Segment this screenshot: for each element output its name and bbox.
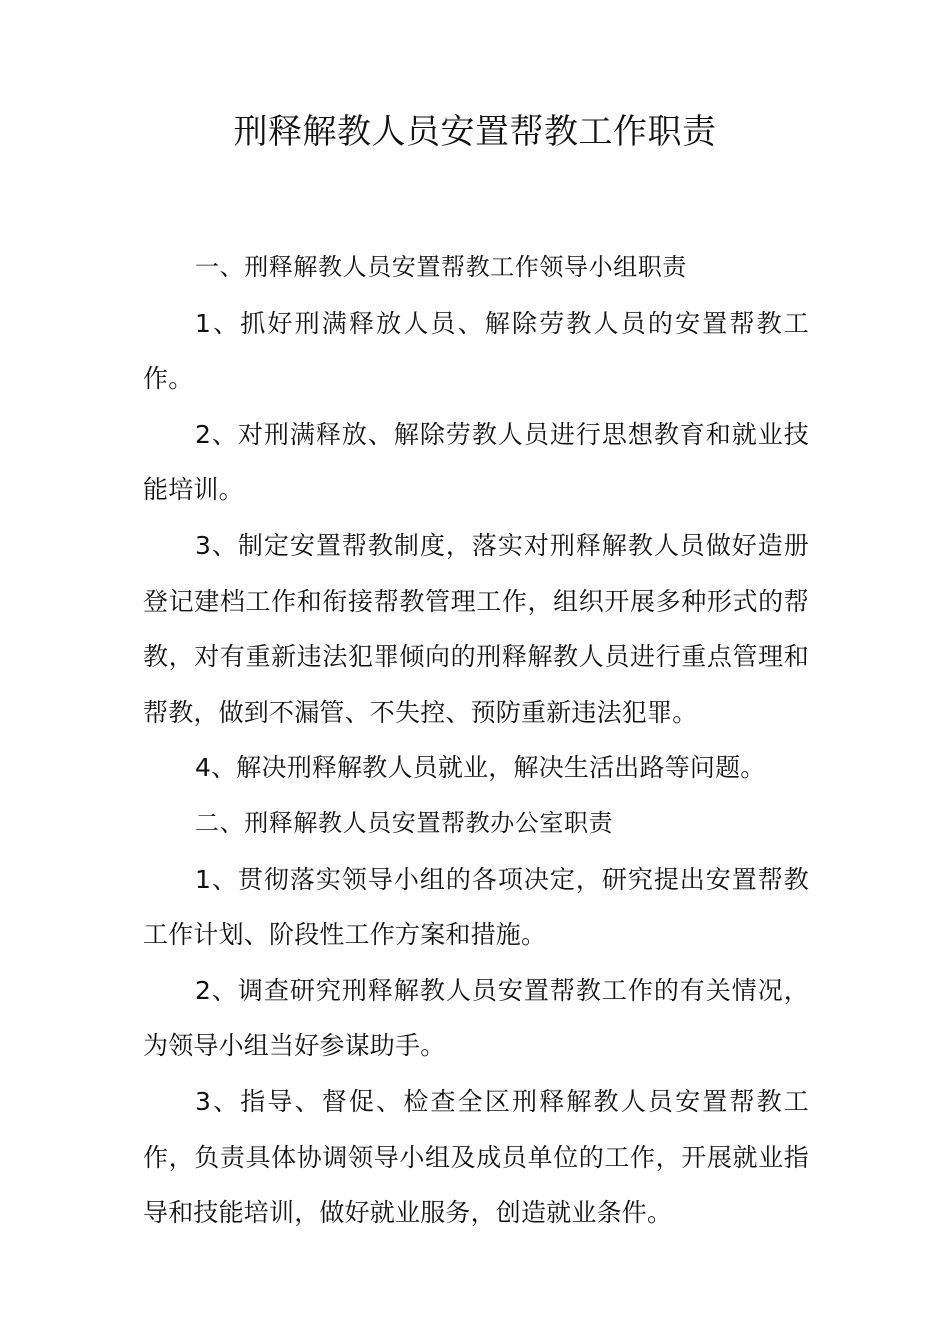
paragraph: 3、制定安置帮教制度，落实对刑释解教人员做好造册登记建档工作和衔接帮教管理工作，组织开展多种形式的帮教，对有重新违法犯罪倾向的刑释解教人员进行重点管理和帮教，做到不漏管、不失控、预防重新违法犯罪。 (143, 530, 809, 727)
paragraph: 1、抓好刑满释放人员、解除劳教人员的安置帮教工作。 (143, 308, 809, 394)
paragraph: 3、指导、督促、检查全区刑释解教人员安置帮教工作，负责具体协调领导小组及成员单位的工作，开展就业指导和技能培训，做好就业服务，创造就业条件。 (143, 1086, 809, 1228)
paragraph: 2、对刑满释放、解除劳教人员进行思想教育和就业技能培训。 (143, 419, 809, 505)
paragraph: 2、调查研究刑释解教人员安置帮教工作的有关情况，为领导小组当好参谋助手。 (143, 975, 809, 1061)
section-heading: 二、刑释解教人员安置帮教办公室职责 (195, 808, 614, 837)
document-title: 刑释解教人员安置帮教工作职责 (233, 112, 717, 152)
paragraph: 1、贯彻落实领导小组的各项决定，研究提出安置帮教工作计划、阶段性工作方案和措施。 (143, 864, 809, 950)
section-heading: 一、刑释解教人员安置帮教工作领导小组职责 (195, 253, 687, 281)
document-body (143, 240, 809, 1241)
paragraph: 4、解决刑释解教人员就业，解决生活出路等问题。 (195, 753, 766, 783)
